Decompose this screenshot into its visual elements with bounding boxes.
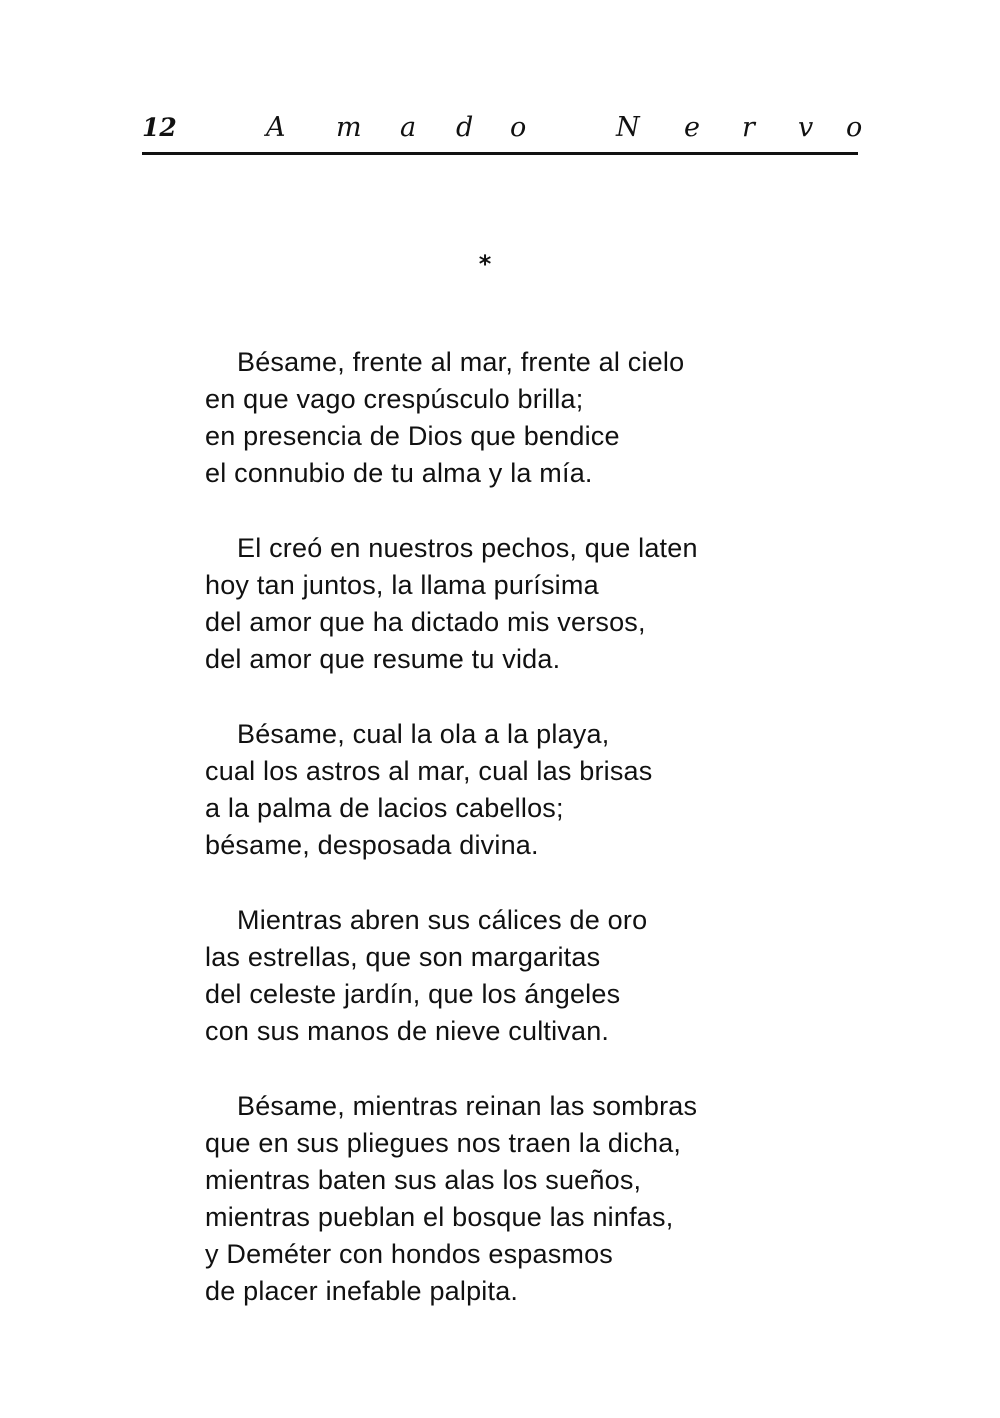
poem-line: Bésame, mientras reinan las sombras [237, 1091, 698, 1121]
poem-line: mientras pueblan el bosque las ninfas, [205, 1202, 674, 1232]
poem-line: que en sus pliegues nos traen la dicha, [205, 1128, 682, 1158]
stanza [205, 530, 805, 678]
poem-line: Mientras abren sus cálices de oro [237, 905, 648, 935]
poem-line: del celeste jardín, que los ángeles [205, 979, 621, 1009]
poem-line: en presencia de Dios que bendice [205, 421, 620, 451]
poem-line: hoy tan juntos, la llama purísima [205, 570, 599, 600]
author-letter: m [336, 112, 362, 143]
poem-line: bésame, desposada divina. [205, 830, 539, 860]
poem-line: las estrellas, que son margaritas [205, 942, 601, 972]
poem-line: con sus manos de nieve cultivan. [205, 1016, 610, 1046]
stanza [205, 344, 805, 492]
author-letter: r [742, 112, 755, 143]
poem-line: Bésame, frente al mar, frente al cielo [237, 347, 685, 377]
stanza [205, 716, 805, 864]
stanza [205, 1088, 805, 1310]
poem-line: Bésame, cual la ola a la playa, [237, 719, 610, 749]
poem-line: del amor que ha dictado mis versos, [205, 607, 646, 637]
author-letter: A [266, 112, 286, 143]
header-rule [142, 152, 858, 155]
poem-line: el connubio de tu alma y la mía. [205, 458, 593, 488]
poem-line: del amor que resume tu vida. [205, 644, 561, 674]
poem-line: y Deméter con hondos espasmos [205, 1239, 614, 1269]
poem [205, 344, 805, 1348]
poem-line: en que vago crespúsculo brilla; [205, 384, 584, 414]
section-ornament: * [478, 250, 492, 278]
poem-line: El creó en nuestros pechos, que laten [237, 533, 698, 563]
poem-line: a la palma de lacios cabellos; [205, 793, 564, 823]
author-letter: d [456, 112, 474, 143]
stanza [205, 902, 805, 1050]
poem-line: mientras baten sus alas los sueños, [205, 1165, 642, 1195]
running-head [142, 108, 863, 154]
poem-line: de placer inefable palpita. [205, 1276, 519, 1306]
author-letter: a [400, 112, 417, 143]
author-name [266, 108, 863, 148]
author-letter: v [798, 112, 814, 143]
author-letter: o [510, 112, 527, 143]
author-letter: N [616, 112, 640, 143]
author-letter: e [684, 112, 700, 143]
poem-line: cual los astros al mar, cual las brisas [205, 756, 653, 786]
page-number: 12 [142, 113, 177, 142]
author-letter: o [846, 112, 863, 143]
